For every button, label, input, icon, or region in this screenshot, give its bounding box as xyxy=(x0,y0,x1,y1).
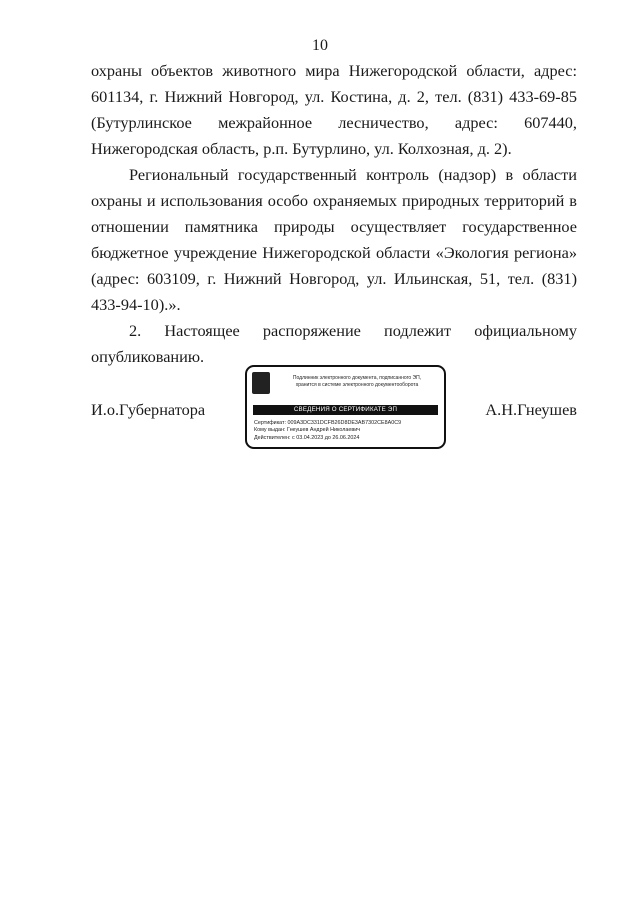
signatory-name: А.Н.Гнеушев xyxy=(485,400,577,419)
coat-of-arms-icon xyxy=(252,372,270,394)
stamp-header xyxy=(272,375,442,388)
electronic-signature-stamp xyxy=(245,365,446,449)
stamp-details xyxy=(254,420,401,442)
stamp-header-line: Подлинник электронного документа, подписанного ЭП, xyxy=(292,375,422,381)
stamp-issued-to: Кому выдан: Гнеушев Андрей Николаевич xyxy=(254,427,361,434)
paragraph-continuation: охраны объектов животного мира Нижегородской области, адрес: 601134, г. Нижний Новгород, ул. Костина, д. 2, тел. (831) 433-69-85 (Бутурлинское межрайонное лесничество, адрес: 607440, Нижегородская область, р.п. Бутурлино, ул. Колхозная, д. 2). xyxy=(91,61,577,158)
paragraph-publication: 2. Настоящее распоряжение подлежит официальному опубликованию. xyxy=(91,321,577,366)
document-body xyxy=(91,58,577,370)
stamp-validity: Действителен: с 03.04.2023 до 26.06.2024 xyxy=(254,434,360,441)
stamp-bar-label: СВЕДЕНИЯ О СЕРТИФИКАТЕ ЭП xyxy=(253,405,438,415)
page-number: 10 xyxy=(312,37,328,54)
signatory-title: И.о.Губернатора xyxy=(91,400,206,419)
stamp-certificate: Сертификат: 009A3DC331DCFB26D8DE3AB7302CE8A0C9 xyxy=(254,420,402,426)
stamp-header-line: хранится в системе электронного документооборота xyxy=(295,381,419,388)
paragraph-control: Региональный государственный контроль (надзор) в области охраны и использования особо охраняемых природных территорий в отношении памятника природы осуществляет государственное бюджетное учреждение Нижегородской области «Экология региона» (адрес: 603109, г. Нижний Новгород, ул. Ильинская, 51, тел. (831) 433-94-10).». xyxy=(91,165,577,314)
